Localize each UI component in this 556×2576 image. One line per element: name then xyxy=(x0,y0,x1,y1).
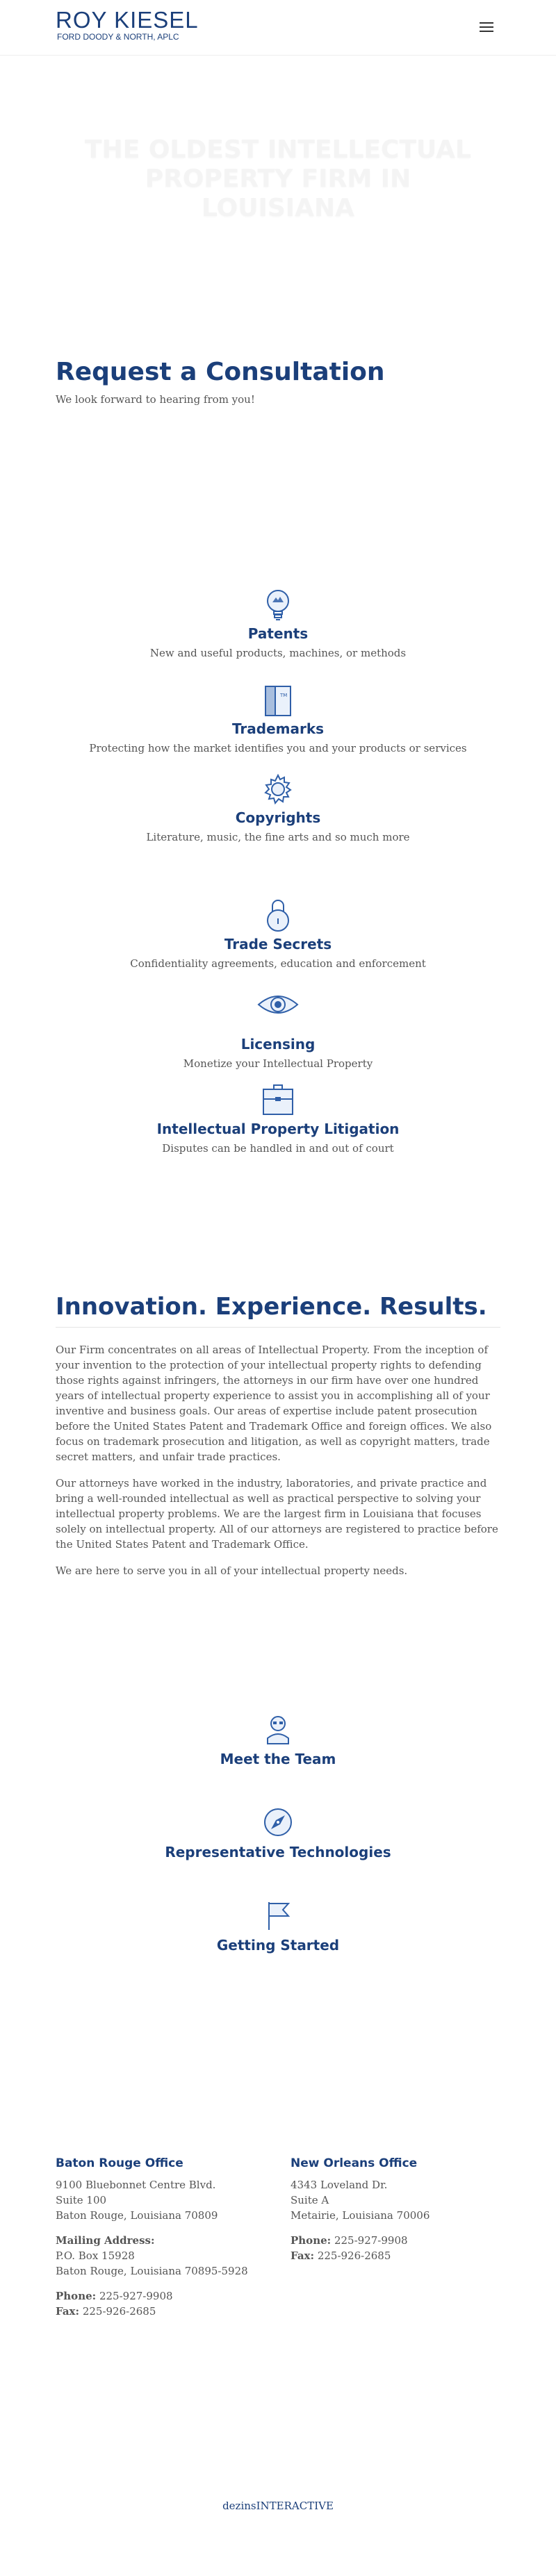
service-copyrights[interactable] xyxy=(0,771,556,845)
fax-label: Fax: xyxy=(56,2305,80,2318)
cta-title: Meet the Team xyxy=(220,1751,336,1767)
footer-credit-link[interactable]: dezinsINTERACTIVE xyxy=(222,2500,334,2512)
mailing-address xyxy=(56,2233,264,2279)
phone-label: Phone: xyxy=(56,2290,97,2302)
innovation-paragraph: Our Firm concentrates on all areas of Intellectual Property. From the inception of your invention to the protection of your intellectual property rights to defending those rights against infringers, the attorneys in our firm have over one hundred years of intellectual property experience to assist you in accomplishing all of your inventive and business goals. Our areas of expertise include patent prosecution before the United States Patent and Trademark Office and foreign offices. We also focus on trademark prosecution and litigation, as well as copyright matters, trade secret matters, and unfair trade practices. xyxy=(56,1344,492,1463)
consultation-title: Request a Consultation xyxy=(56,358,385,386)
phone-number[interactable]: 225-927-9908 xyxy=(99,2290,173,2302)
service-description: Confidentiality agreements, education and enforcement xyxy=(130,957,426,970)
innovation-paragraph: We are here to serve you in all of your intellectual property needs. xyxy=(56,1564,408,1577)
service-title: Trade Secrets xyxy=(224,936,332,952)
innovation-paragraph: Our attorneys have worked in the industry, laboratories, and private practice and bring a well-rounded intellectual as well as practical perspective to solving your intellectual property problems. We are the largest firm in Louisiana that focuses solely on intellectual property. All of our attorneys are registered to practice before the United States Patent and Trademark Office. xyxy=(56,1477,498,1551)
eye-icon xyxy=(256,986,300,1023)
mailing-label: Mailing Address: xyxy=(56,2234,155,2247)
hamburger-icon[interactable] xyxy=(478,19,495,33)
logo-main-text: ROY KIESEL xyxy=(56,7,199,33)
person-icon xyxy=(262,1713,294,1745)
office-new-orleans xyxy=(291,2155,499,2263)
flag-icon xyxy=(262,1899,294,1931)
service-trademarks[interactable] xyxy=(0,682,556,756)
phone-line xyxy=(56,2288,264,2304)
fax-line xyxy=(291,2248,499,2263)
address-line: Suite 100 xyxy=(56,2194,107,2206)
service-licensing[interactable] xyxy=(0,986,556,1071)
service-description: Protecting how the market identifies you and your products or services xyxy=(89,742,467,754)
briefcase-icon xyxy=(260,1082,296,1118)
cta-getting-started[interactable] xyxy=(0,1899,556,1955)
office-address xyxy=(291,2177,499,2223)
office-baton-rouge xyxy=(56,2155,264,2319)
address-line: P.O. Box 15928 xyxy=(56,2249,135,2262)
address-line: 9100 Bluebonnet Centre Blvd. xyxy=(56,2179,216,2191)
address-line: Suite A xyxy=(291,2194,329,2206)
address-line: Baton Rouge, Louisiana 70895-5928 xyxy=(56,2265,248,2277)
cta-title: Representative Technologies xyxy=(165,1844,391,1860)
consultation-subtitle: We look forward to hearing from you! xyxy=(56,393,255,406)
service-title: Patents xyxy=(247,625,309,642)
cta-representative-technologies[interactable] xyxy=(0,1806,556,1862)
innovation-title: Innovation. Experience. Results. xyxy=(56,1293,487,1321)
fax-number: 225-926-2685 xyxy=(82,2305,156,2318)
phone-line xyxy=(291,2233,499,2248)
svg-text:TM: TM xyxy=(280,693,288,698)
office-title: New Orleans Office xyxy=(291,2156,418,2170)
site-header xyxy=(0,0,556,56)
logo[interactable] xyxy=(56,8,199,42)
address-line: Baton Rouge, Louisiana 70809 xyxy=(56,2209,218,2222)
address-line: 4343 Loveland Dr. xyxy=(291,2179,388,2191)
service-trade-secrets[interactable] xyxy=(0,898,556,971)
office-address xyxy=(56,2177,264,2223)
compass-icon xyxy=(262,1806,294,1838)
service-title: Intellectual Property Litigation xyxy=(156,1121,400,1137)
divider xyxy=(56,1327,500,1328)
fax-label: Fax: xyxy=(291,2249,315,2262)
logo-sub-text: FORD DOODY & NORTH, APLC xyxy=(57,32,179,42)
fax-line xyxy=(56,2304,264,2319)
cta-title: Getting Started xyxy=(216,1937,340,1954)
innovation-body xyxy=(56,1342,500,1590)
service-description: Literature, music, the fine arts and so much more xyxy=(146,831,410,843)
padlock-icon xyxy=(260,898,296,934)
address-line: Metairie, Louisiana 70006 xyxy=(291,2209,430,2222)
phone-number[interactable]: 225-927-9908 xyxy=(334,2234,408,2247)
service-title: Licensing xyxy=(240,1036,316,1052)
fax-number: 225-926-2685 xyxy=(317,2249,391,2262)
lightbulb-icon xyxy=(260,587,296,623)
cta-meet-the-team[interactable] xyxy=(0,1713,556,1769)
service-title: Copyrights xyxy=(235,809,321,826)
service-ip-litigation[interactable] xyxy=(0,1082,556,1156)
phone-label: Phone: xyxy=(291,2234,332,2247)
hero-section xyxy=(0,56,556,333)
service-patents[interactable] xyxy=(0,587,556,661)
service-description: New and useful products, machines, or methods xyxy=(149,647,407,659)
book-icon xyxy=(260,682,296,718)
service-title: Trademarks xyxy=(231,720,325,737)
hero-title: THE OLDEST INTELLECTUAL PROPERTY FIRM IN LOUISIANA xyxy=(85,135,471,222)
office-title: Baton Rouge Office xyxy=(56,2156,183,2170)
gear-icon xyxy=(260,771,296,807)
service-description: Disputes can be handled in and out of court xyxy=(162,1142,394,1155)
service-description: Monetize your Intellectual Property xyxy=(183,1057,373,1070)
